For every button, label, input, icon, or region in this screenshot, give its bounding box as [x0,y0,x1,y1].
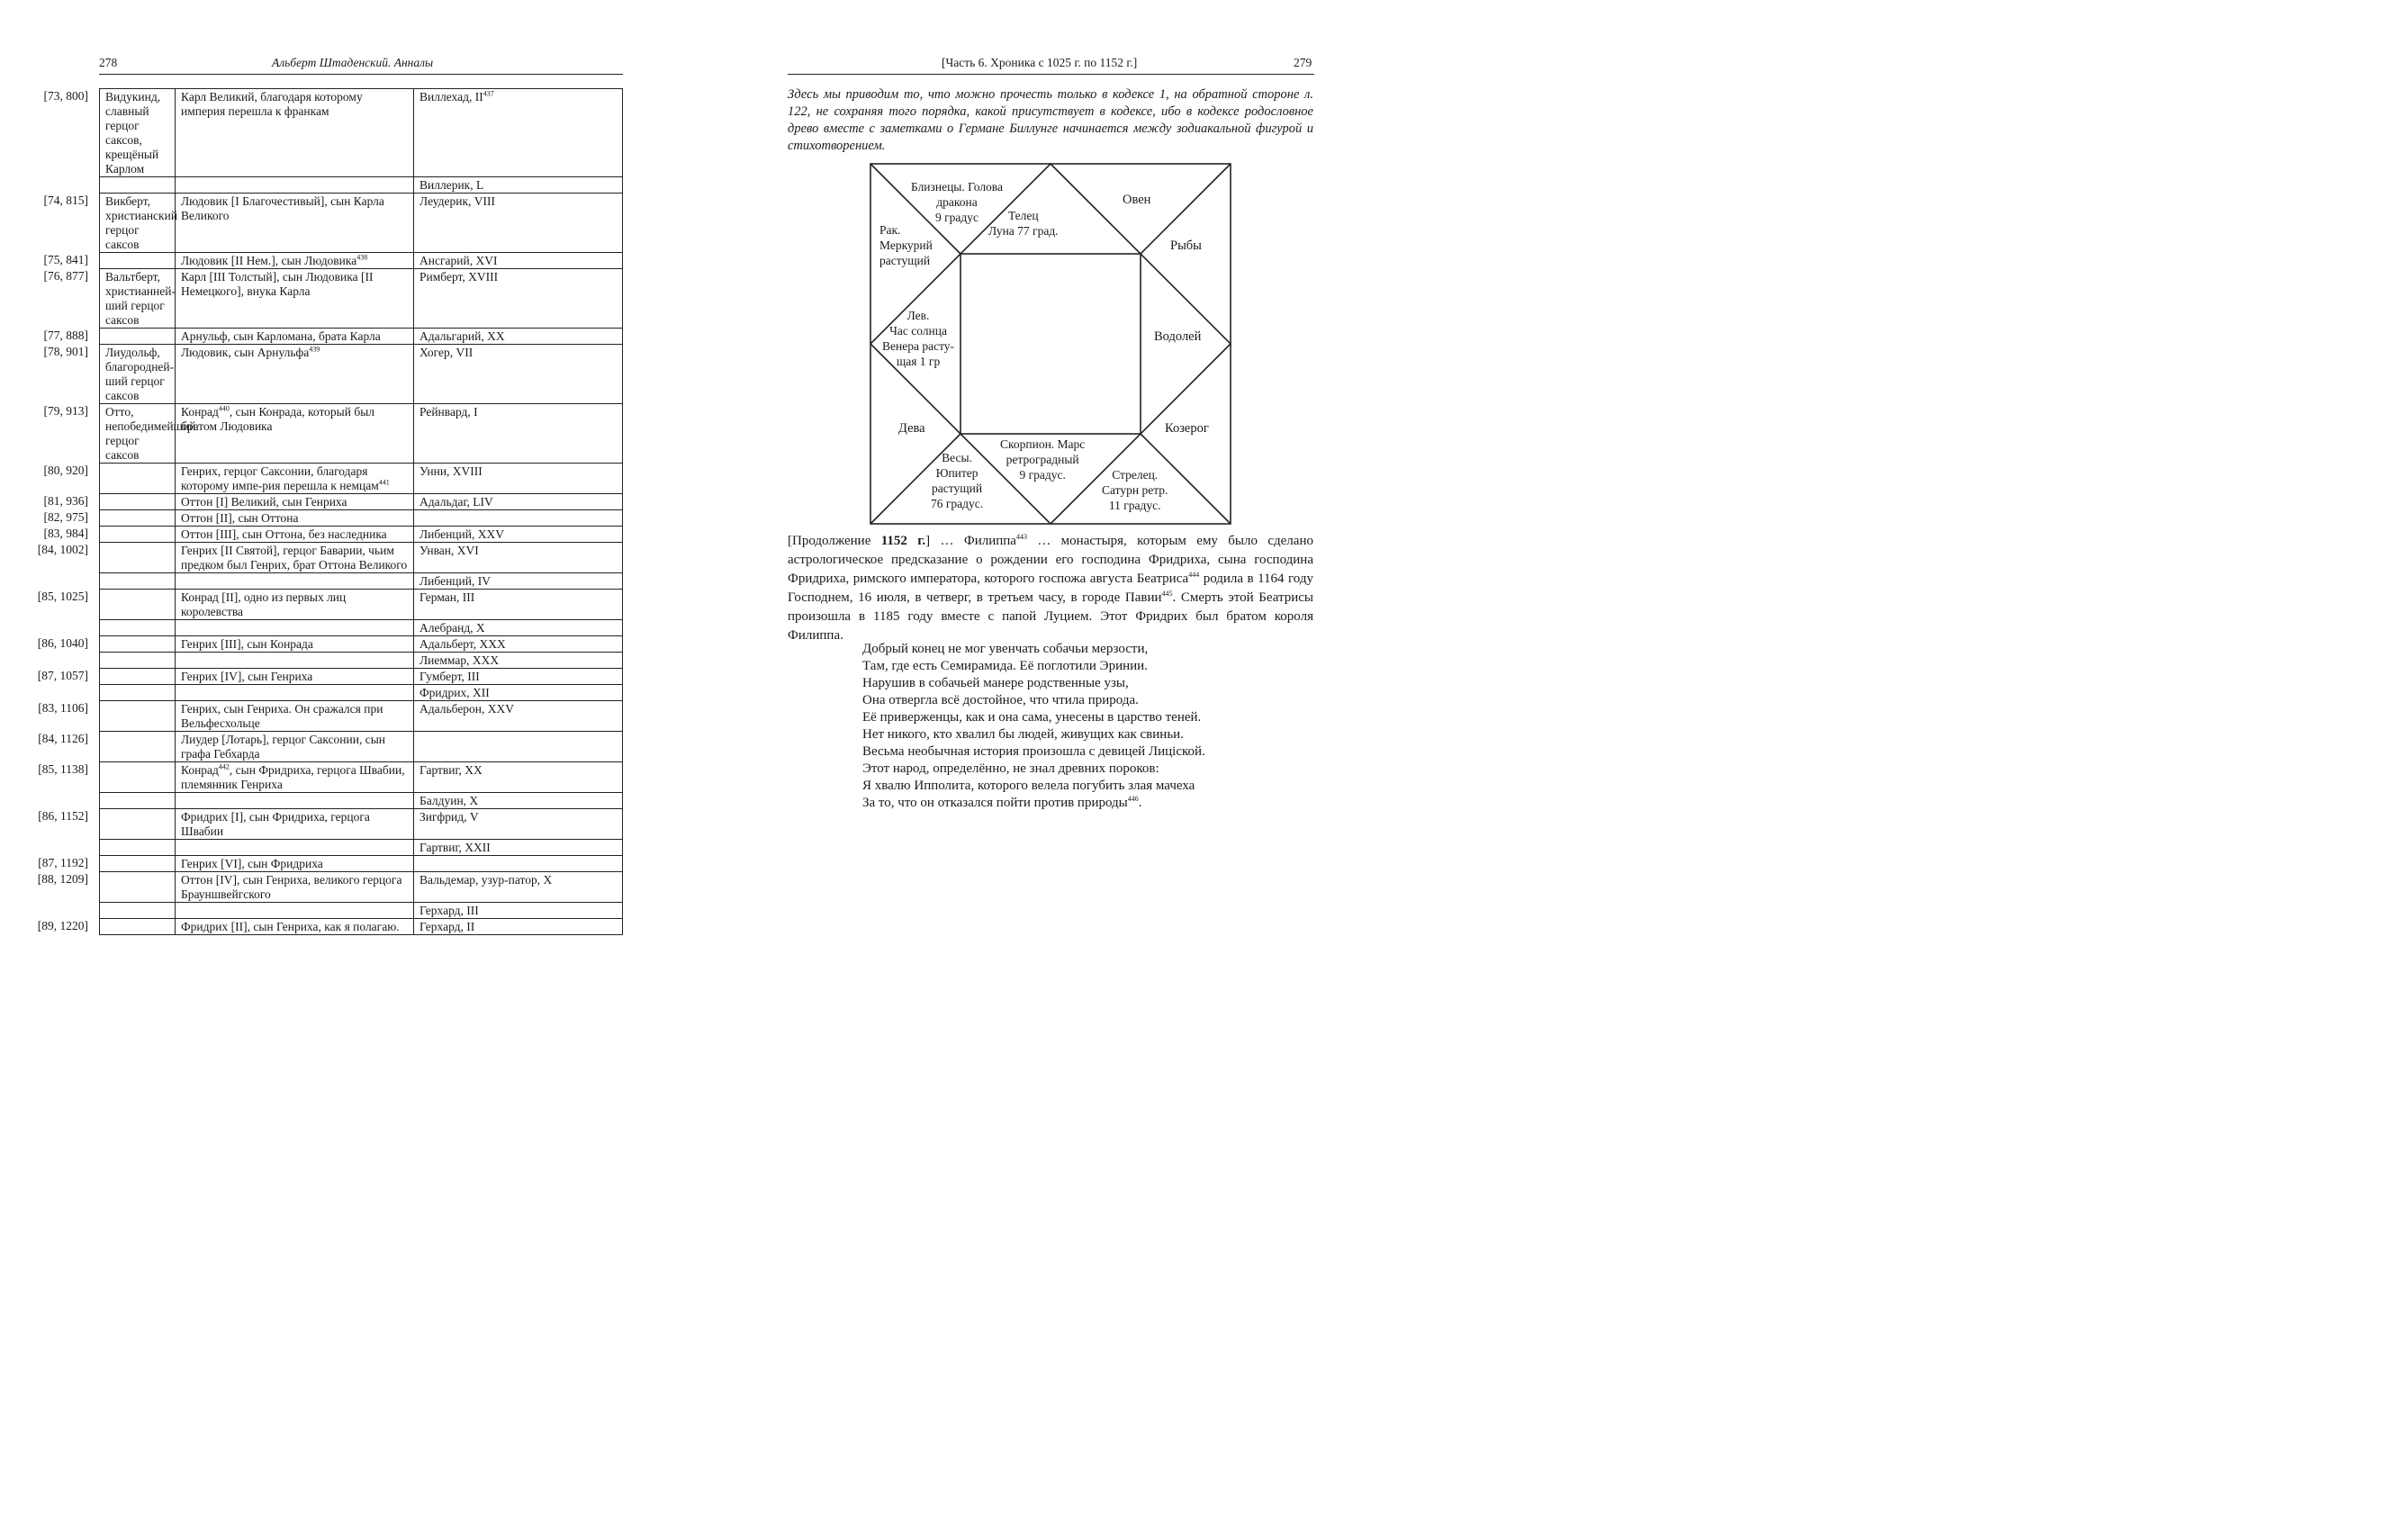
table-row [100,685,623,701]
archbishop-cell: Либенций, XXV [414,527,623,543]
ruler-cell: Фридрих [I], сын Фридриха, герцога Швабии [176,809,414,840]
table-row [100,494,623,510]
archbishop-cell [414,510,623,527]
empty-cell [100,856,176,872]
virgo-label: Дева [898,421,925,436]
archbishop-cell: Либенций, IV [414,573,623,590]
ruler-cell: Оттон [III], сын Оттона, без наследника [176,527,414,543]
ruler-cell: Генрих [III], сын Конрада [176,636,414,653]
ruler-cell: Людовик [I Благочестивый], сын Карла Великого [176,194,414,253]
table-row [100,636,623,653]
archbishop-cell: Адальдаг, LIV [414,494,623,510]
empty-cell [100,903,176,919]
footnote-ref-444: 444 [1188,571,1200,579]
leo-label: Лев. Час солнца Венера расту- щая 1 гр [882,309,955,368]
table-row [100,527,623,543]
right-page-number: 279 [1294,56,1312,69]
ruler-cell [176,620,414,636]
table-row [100,856,623,872]
row-marker: [83, 984] [43,527,88,540]
empty-cell [100,701,176,732]
empty-cell [100,685,176,701]
archbishop-cell: Гумберт, III [414,669,623,685]
ruler-cell: Людовик [II Нем.], сын Людовика$^{438}$ [176,253,414,269]
empty-cell [100,732,176,762]
row-marker: [82, 975] [43,510,88,524]
poem-lines [862,641,1205,795]
table-row [100,669,623,685]
empty-cell [100,762,176,793]
ruler-cell: Конрад$^{442}$, сын Фридриха, герцога Швабии, племянник Генриха [176,762,414,793]
archbishop-cell: Лиеммар, XXX [414,653,623,669]
table-row [100,653,623,669]
table-row [100,345,623,404]
cancer-label: Рак. Меркурий растущий [879,223,933,267]
table-row [100,543,623,573]
table-row [100,464,623,494]
ruler-cell: Карл [III Толстый], сын Людовика [II Немецкого], внука Карла [176,269,414,329]
table-row [100,840,623,856]
archbishop-cell: Рейнвард, I [414,404,623,464]
footnote-ref: 440 [218,404,230,413]
empty-cell [100,793,176,809]
empty-cell [100,510,176,527]
right-header-rule [788,74,1314,75]
archbishop-cell: Адальберон, XXV [414,701,623,732]
empty-cell [100,919,176,935]
saxon-duke-cell: Видукинд, славный герцог саксов, крещёный Карлом [100,89,176,177]
poem-line: Добрый конец не мог увенчать собачьи мерзости, [862,642,1149,656]
archbishop-cell: Адальберт, XXX [414,636,623,653]
empty-cell [100,494,176,510]
saxon-duke-cell [100,253,176,269]
empty-cell [100,620,176,636]
row-marker: [78, 901] [43,345,88,358]
left-page-number: 278 [99,56,118,69]
archbishop-cell [414,732,623,762]
empty-cell [100,527,176,543]
saxon-duke-cell [100,329,176,345]
ruler-cell: Людовик, сын Арнульфа$^{439}$ [176,345,414,404]
aquarius-label: Водолей [1154,329,1202,344]
archbishop-cell: Вальдемар, узур-патор, X [414,872,623,903]
table-row [100,919,623,935]
row-marker: [75, 841] [43,253,88,266]
ruler-cell: Лиудер [Лотарь], герцог Саксонии, сын графа Гебхарда [176,732,414,762]
row-marker: [85, 1138] [38,762,88,776]
empty-cell [100,809,176,840]
empty-cell [100,543,176,573]
pisces-label: Рыбы [1170,239,1202,253]
ruler-cell [176,653,414,669]
ruler-cell: Фридрих [II], сын Генриха, как я полагаю. [176,919,414,935]
poem-line: Её приверженцы, как и она сама, унесены в царство теней. [862,710,1202,725]
annals-table [99,88,623,935]
archbishop-cell: Унни, XVIII [414,464,623,494]
table-row [100,732,623,762]
footnote-ref-443: 443 [1015,533,1027,541]
table-row [100,194,623,253]
table-row [100,329,623,345]
ruler-cell: Конрад$^{440}$, сын Конрада, который был братом Людовика [176,404,414,464]
ruler-cell: Генрих [VI], сын Фридриха [176,856,414,872]
row-marker: [87, 1057] [37,669,88,682]
zodiac-chart [870,163,1231,525]
ruler-cell: Генрих, герцог Саксонии, благодаря которому импе-рия перешла к немцам$^{441}$ [176,464,414,494]
left-header-rule [99,74,623,75]
table-row [100,253,623,269]
continuation-paragraph: [Продолжение 1152 г.] … Филиппа$^{443}$ … монастыря, которым ему было сделано астрологическое предсказание о рождении его господина Фридриха, сына господина Фридриха, римского императора, которого госпожа августа Беатриса$^{444}$ родила в 1164 году Господнем, 16 июля, в четверг, в третьем часу, в городе Павии$^{445}$. Смерть этой Беатрисы произошла в 1185 году вместе с папой Луцием. Этот Фридрих был братом короля Филиппа. [788,533,1313,643]
row-marker: [83, 1106] [38,701,88,715]
ruler-cell [176,685,414,701]
ruler-cell: Оттон [IV], сын Генриха, великого герцога Брауншвейгского [176,872,414,903]
row-marker: [84, 1002] [37,543,88,556]
archbishop-cell: Балдуин, X [414,793,623,809]
ruler-cell: Оттон [II], сын Оттона [176,510,414,527]
row-marker: [80, 920] [43,464,88,477]
poem-line: Весьма необычная история произошла с девицей Лицiской. [862,744,1205,759]
poem-line: Там, где есть Семирамида. Её поглотили Эринии. [862,659,1148,673]
saxon-duke-cell: Отто, непобедимейший герцог саксов [100,404,176,464]
footnote-ref: 439 [309,345,320,354]
row-marker: [73, 800] [43,89,88,103]
table-row [100,89,623,177]
row-marker: [85, 1025] [37,590,88,603]
left-running-title: Альберт Штаденский. Анналы [272,56,434,69]
ruler-cell: Карл Великий, благодаря которому империя перешла к франкам [176,89,414,177]
empty-cell [100,464,176,494]
footnote-ref: 438 [356,253,368,262]
libra-label: Весы. Юпитер растущий 76 градус. [931,451,984,510]
aries-label: Овен [1123,193,1151,207]
row-marker: [86, 1152] [38,809,88,823]
gemini-label: Близнецы. Голова дракона 9 градус [911,180,1003,224]
table-row [100,809,623,840]
left-page [0,0,697,933]
footnote-ref: 437 [483,89,494,98]
row-marker: [87, 1192] [38,856,88,869]
empty-cell [100,669,176,685]
table-row [100,903,623,919]
archbishop-cell: Фридрих, XII [414,685,623,701]
empty-cell [100,653,176,669]
archbishop-cell: Алебранд, X [414,620,623,636]
scorpio-label: Скорпион. Марс ретроградный 9 градус. [1000,437,1086,482]
empty-cell [100,872,176,903]
row-marker: [81, 936] [43,494,88,508]
ruler-cell [176,177,414,194]
table-row [100,404,623,464]
poem-line: Я хвалю Ипполита, которого велела погубить злая мачеха [862,779,1195,793]
archbishop-cell: Ансгарий, XVI [414,253,623,269]
poem-line: Этот народ, определённо, не знал древних пороков: [862,761,1159,776]
archbishop-cell: Гартвиг, XXII [414,840,623,856]
row-marker: [86, 1040] [37,636,88,650]
poem-line: Она отвергла всё достойное, что чтила природа. [862,693,1139,707]
archbishop-cell: Виллехад, II$^{437}$ [414,89,623,177]
row-marker: [84, 1126] [38,732,88,745]
archbishop-cell: Хогер, VII [414,345,623,404]
ruler-cell [176,903,414,919]
empty-cell [100,636,176,653]
archbishop-cell: Римберт, XVIII [414,269,623,329]
footnote-ref: 442 [218,762,230,771]
table-row [100,573,623,590]
ruler-cell [176,840,414,856]
year-1152: 1152 г. [880,534,926,548]
saxon-duke-cell: Вальтберт, христианней-ший герцог саксов [100,269,176,329]
intro-paragraph: Здесь мы приводим то, что можно прочесть только в кодексе 1, на обратной стороне л. 122, не сохраняя того порядка, какой присутствует в кодексе, ибо в кодексе родословное древо вместе с заметками о Германе Биллунге начинается между зодиакальной фигурой и стихотворением. [788,87,1313,153]
row-marker: [88, 1209] [37,872,88,886]
archbishop-cell: Герхард, III [414,903,623,919]
row-marker: [89, 1220] [37,919,88,932]
empty-cell [100,590,176,620]
footnote-ref-445: 445 [1161,590,1173,598]
archbishop-cell: Гартвиг, XX [414,762,623,793]
row-marker: [79, 913] [43,404,88,418]
row-marker: [74, 815] [43,194,88,207]
archbishop-cell: Унван, XVI [414,543,623,573]
archbishop-cell: Адальгарий, XX [414,329,623,345]
archbishop-cell: Виллерик, L [414,177,623,194]
footnote-ref: 441 [378,478,390,487]
table-row [100,701,623,732]
saxon-duke-cell [100,177,176,194]
table-row [100,793,623,809]
archbishop-cell: Герхард, II [414,919,623,935]
ruler-cell: Арнульф, сын Карломана, брата Карла [176,329,414,345]
empty-cell [100,573,176,590]
poem-line: Нет никого, кто хвалил бы людей, живущих как свиньи. [862,727,1184,742]
capricorn-label: Козерог [1165,421,1209,436]
table-row [100,762,623,793]
table-row [100,177,623,194]
row-marker: [77, 888] [43,329,88,342]
archbishop-cell: Зигфрид, V [414,809,623,840]
archbishop-cell [414,856,623,872]
poem [862,641,1205,812]
ruler-cell: Оттон [I] Великий, сын Генриха [176,494,414,510]
footnote-ref-446: 446 [1127,795,1139,803]
ruler-cell: Генрих [IV], сын Генриха [176,669,414,685]
empty-cell [100,840,176,856]
poem-line: За то, что он отказался пойти против природы$^{446}$. [862,795,1142,810]
poem-line: Нарушив в собачьей манере родственные узы, [862,676,1129,690]
archbishop-cell: Герман, III [414,590,623,620]
ruler-cell: Генрих [II Святой], герцог Баварии, чьим предком был Генрих, брат Оттона Великого [176,543,414,573]
ruler-cell: Конрад [II], одно из первых лиц королевства [176,590,414,620]
sagittarius-label: Стрелец. Сатурн ретр. 11 градус. [1102,468,1168,512]
ruler-cell: Генрих, сын Генриха. Он сражался при Вельфесхольце [176,701,414,732]
table-row [100,269,623,329]
table-row [100,590,623,620]
ruler-cell [176,573,414,590]
right-running-title: [Часть 6. Хроника с 1025 г. по 1152 г.] [942,56,1138,69]
row-marker: [76, 877] [43,269,88,283]
table-row [100,510,623,527]
table-row [100,872,623,903]
ruler-cell [176,793,414,809]
taurus-label: Телец Луна 77 град. [988,209,1059,238]
archbishop-cell: Леудерик, VIII [414,194,623,253]
saxon-duke-cell: Викберт, христианский герцог саксов [100,194,176,253]
table-row [100,620,623,636]
saxon-duke-cell: Лиудольф, благородней-ший герцог саксов [100,345,176,404]
